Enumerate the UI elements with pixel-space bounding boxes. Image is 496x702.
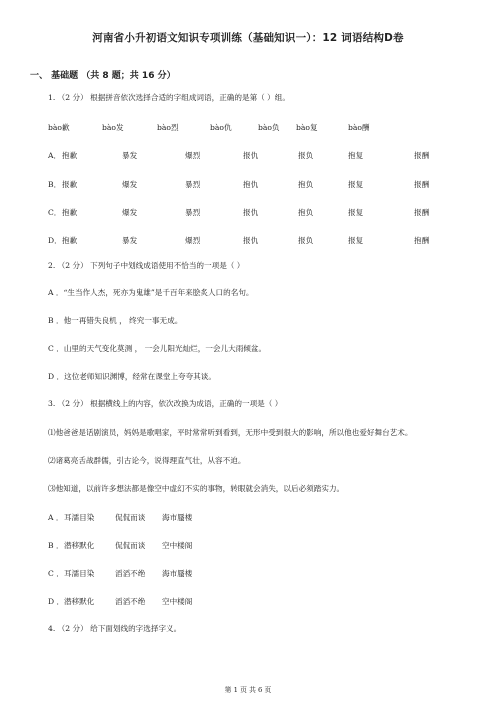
question-2-stem: 2. （2 分） 下列句子中划线成语使用不恰当的一项是（ ） (48, 261, 245, 270)
option-word: 滔滔不绝 (115, 569, 146, 578)
option-label: B． (48, 180, 62, 189)
option-word: 暴烈 (185, 208, 201, 217)
option-word: 报酬 (414, 151, 430, 160)
option-word: 报复 (348, 208, 364, 217)
pinyin-item: bào发 (102, 123, 124, 132)
q2-option-c[interactable]: C ．山里的天气变化莫测 ， 一会儿阳光灿烂，一会儿大雨倾盆。 (48, 344, 267, 353)
option-word: 滔滔不绝 (115, 597, 146, 606)
option-word: 爆发 (122, 180, 138, 189)
option-word: 抱歉 (62, 236, 78, 245)
option-word: 暴烈 (185, 180, 201, 189)
option-word: 暴发 (122, 151, 138, 160)
option-word: 潜移默化 (64, 597, 95, 606)
q3-item-2: ⑵诸葛亮舌战群儒，引古论今，说得理直气壮，从容不迫。 (48, 456, 246, 465)
pinyin-item: bào负 (258, 123, 280, 132)
pinyin-item: bào烈 (157, 123, 179, 132)
option-label: B ． (48, 541, 64, 550)
question-1-stem: 1. （2 分） 根据拼音依次选择合适的字组成词语，正确的是第（ ）组。 (48, 93, 290, 102)
option-word: 海市蜃楼 (162, 513, 193, 522)
section-heading: 一、 基础题 （共 8 题；共 16 分） (30, 71, 176, 81)
option-word: 暴发 (122, 236, 138, 245)
option-word: 耳濡目染 (64, 513, 95, 522)
option-word: 侃侃而谈 (115, 513, 146, 522)
option-label: D． (48, 236, 62, 245)
option-label: D ． (48, 597, 65, 606)
option-label: A ． (48, 513, 64, 522)
q2-option-d[interactable]: D ．这位老师知识渊博，经常在课堂上夸夸其谈。 (48, 372, 216, 381)
option-word: 报仇 (243, 208, 259, 217)
option-word: 报复 (348, 180, 364, 189)
option-word: 空中楼阁 (162, 597, 193, 606)
option-word: 报歉 (62, 180, 78, 189)
option-word: 抱负 (298, 180, 314, 189)
option-word: 抱歉 (62, 151, 78, 160)
q3-item-3: ⑶他知道，以前许多想法都是像空中虚幻不实的事物，转眼就会消失，以后必须踏实力。 (48, 484, 345, 493)
option-word: 报酬 (414, 180, 430, 189)
option-label: A． (48, 151, 62, 160)
option-word: 抱复 (348, 151, 364, 160)
option-word: 侃侃而谈 (115, 541, 146, 550)
question-3-stem: 3. （2 分） 根据横线上的内容，依次改换为成语，正确的一项是（ ） (48, 399, 283, 408)
document-title: 河南省小升初语文知识专项训练（基础知识一）：12 词语结构D卷 (92, 32, 404, 44)
option-word: 报仇 (243, 151, 259, 160)
option-label: C ． (48, 569, 64, 578)
option-word: 报复 (348, 236, 364, 245)
question-4-stem: 4. （2 分） 给下面划线的字选择字义。 (48, 624, 182, 633)
option-word: 报仇 (243, 236, 259, 245)
option-word: 报酬 (414, 208, 430, 217)
option-word: 抱负 (298, 208, 314, 217)
option-word: 报负 (298, 151, 314, 160)
pinyin-item: bào复 (296, 123, 318, 132)
option-word: 抱歉 (62, 208, 78, 217)
option-word: 爆烈 (185, 151, 201, 160)
pinyin-item: bào仇 (210, 123, 232, 132)
q2-option-a[interactable]: A ．“生当作人杰，死亦为鬼雄”是千百年来脍炙人口的名句。 (48, 288, 254, 297)
option-word: 空中楼阁 (162, 541, 193, 550)
option-word: 抱仇 (243, 180, 259, 189)
option-word: 爆烈 (185, 236, 201, 245)
q3-item-1: ⑴他爸爸是话剧演员，妈妈是歌唱家，平时常常听到看到，无形中受到很大的影响，所以他也爱好舞台艺术。 (48, 428, 413, 437)
option-word: 潜移默化 (64, 541, 95, 550)
pinyin-item: bào酬 (348, 123, 370, 132)
option-word: 海市蜃楼 (162, 569, 193, 578)
option-word: 抱酬 (414, 236, 430, 245)
option-word: 耳濡目染 (64, 569, 95, 578)
option-label: C． (48, 208, 62, 217)
option-word: 爆发 (122, 208, 138, 217)
q2-option-b[interactable]: B ．他一再错失良机 ， 终究一事无成。 (48, 316, 183, 325)
option-word: 报负 (298, 236, 314, 245)
page-footer: 第 1 页 共 6 页 (224, 686, 272, 694)
pinyin-item: bào歉 (48, 123, 70, 132)
